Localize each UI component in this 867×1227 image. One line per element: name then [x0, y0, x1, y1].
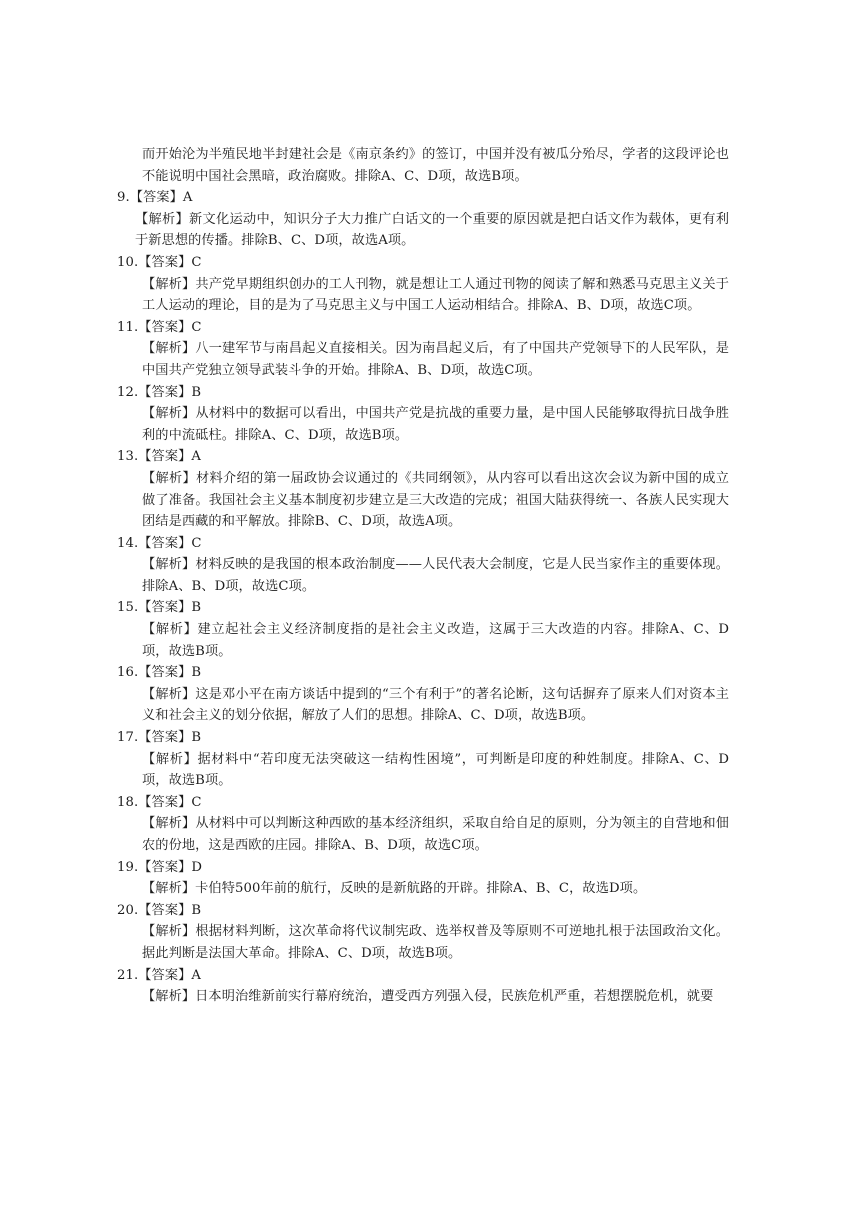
- analysis-17: 【解析】据材料中“若印度无法突破这一结构性困境”，可判断是印度的种姓制度。排除A、C、D项，故选B项。: [142, 751, 729, 789]
- answer-21: 21.【答案】A: [117, 967, 202, 983]
- analysis-13: 【解析】材料介绍的第一届政协会议通过的《共同纲领》，从内容可以看出这次会议为新中国的成立做了准备。我国社会主义基本制度初步建立是三大改造的完成；祖国大陆获得统一、各族人民实现大团结是西藏的和平解放。排除B、C、D项，故选A项。: [142, 470, 729, 530]
- analysis-20: 【解析】根据材料判断，这次革命将代议制宪政、选举权普及等原则不可逆地扎根于法国政治文化。据此判断是法国大革命。排除A、C、D项，故选B项。: [142, 924, 729, 961]
- analysis-11: 【解析】八一建军节与南昌起义直接相关。因为南昌起义后，有了中国共产党领导下的人民军队，是中国共产党独立领导武装斗争的开始。排除A、B、D项，故选C项。: [142, 341, 729, 378]
- analysis-19: 【解析】卡伯特500年前的航行，反映的是新航路的开辟。排除A、B、C，故选D项。: [142, 881, 647, 897]
- intro-paragraph: 而开始沦为半殖民地半封建社会是《南京条约》的签订，中国并没有被瓜分殆尽，学者的这段评论也不能说明中国社会黑暗，政治腐败。排除A、C、D项，故选B项。: [142, 147, 729, 184]
- analysis-21: 【解析】日本明治维新前实行幕府统治，遭受西方列强入侵，民族危机严重，若想摆脱危机，就要: [142, 989, 714, 1005]
- answer-14: 14.【答案】C: [117, 535, 202, 551]
- analysis-18: 【解析】从材料中可以判断这种西欧的基本经济组织，采取自给自足的原则，分为领主的自营地和佃农的份地，这是西欧的庄园。排除A、B、D项，故选C项。: [142, 816, 729, 853]
- answer-17: 17.【答案】B: [117, 730, 202, 746]
- answer-16: 16.【答案】B: [117, 665, 202, 681]
- answer-12: 12.【答案】B: [117, 384, 202, 400]
- answer-9: 9.【答案】A: [117, 190, 193, 206]
- analysis-12: 【解析】从材料中的数据可以看出，中国共产党是抗战的重要力量，是中国人民能够取得抗日战争胜利的中流砥柱。排除A、C、D项，故选B项。: [142, 406, 729, 443]
- answer-10: 10.【答案】C: [117, 254, 202, 270]
- analysis-15: 【解析】建立起社会主义经济制度指的是社会主义改造，这属于三大改造的内容。排除A、C、D项，故选B项。: [142, 622, 729, 659]
- answer-18: 18.【答案】C: [117, 794, 202, 810]
- answer-13: 13.【答案】A: [117, 449, 202, 465]
- answer-19: 19.【答案】D: [117, 859, 203, 875]
- answer-15: 15.【答案】B: [117, 600, 202, 616]
- answer-20: 20.【答案】B: [117, 902, 202, 918]
- answer-11: 11.【答案】C: [117, 319, 202, 335]
- analysis-10: 【解析】共产党早期组织创办的工人刊物，就是想让工人通过刊物的阅读了解和熟悉马克思主义关于工人运动的理论，目的是为了马克思主义与中国工人运动相结合。排除A、B、D项，故选C项。: [142, 276, 729, 314]
- analysis-16: 【解析】这是邓小平在南方谈话中提到的“三个有利于”的著名论断，这句话摒弃了原来人们对资本主义和社会主义的划分依据，解放了人们的思想。排除A、C、D项，故选B项。: [142, 686, 729, 724]
- analysis-9: 【解析】新文化运动中，知识分子大力推广白话文的一个重要的原因就是把白话文作为载体，更有利于新思想的传播。排除B、C、D项，故选A项。: [135, 211, 729, 249]
- analysis-14: 【解析】材料反映的是我国的根本政治制度——人民代表大会制度，它是人民当家作主的重要体现。排除A、B、D项，故选C项。: [142, 557, 729, 594]
- answer-text-block: [117, 144, 729, 1008]
